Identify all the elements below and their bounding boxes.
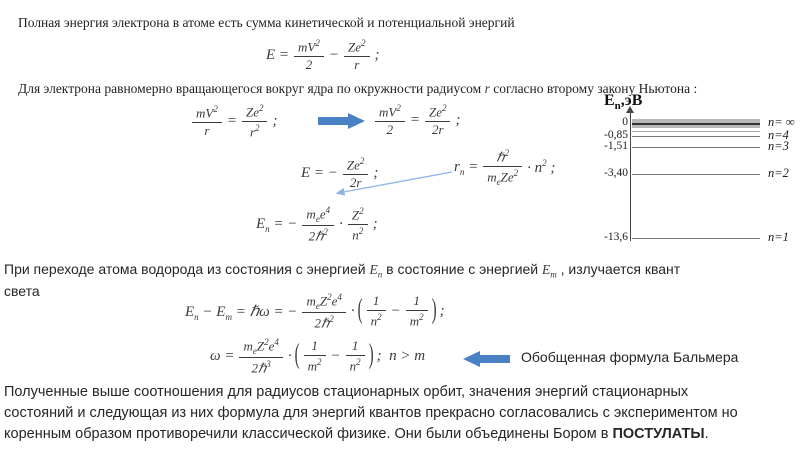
math-text: = [409, 112, 420, 129]
energy-level-line [632, 174, 760, 175]
math-text: · [339, 216, 343, 233]
energy-level-line [632, 131, 760, 132]
fraction: $\frac{1}{m^2}$ [304, 339, 326, 374]
conclusion-line-2: состояний и следующая из них формула для энергий квантов прекрасно согласовались с экспериментом но [4, 405, 738, 421]
energy-value-label: -3,40 [604, 167, 628, 179]
conclusion-line-3-post: . [704, 426, 709, 442]
fraction: $\frac{1}{n^2}$ [346, 339, 365, 374]
quantum-number-label: n=2 [768, 166, 789, 180]
fraction: $\frac{m_eZ^2e^4}{2\hbar^3}$ [239, 337, 282, 377]
fraction: $\frac{mV^2}{2}$ [375, 103, 405, 138]
formula-total-energy [264, 38, 382, 73]
math-text: ; n > m [376, 348, 426, 365]
formula-kinetic-energy [372, 103, 462, 138]
math-text: · [350, 303, 355, 320]
postulates-emphasis: ПОСТУЛАТЫ [612, 426, 705, 442]
arrow-right-icon [318, 112, 366, 130]
math-text: E = [266, 47, 290, 64]
conclusion-paragraph [4, 382, 738, 445]
fraction: $\frac{1}{n^2}$ [367, 294, 386, 329]
quantum-number-label: n=3 [768, 139, 789, 153]
energy-value-label: 0 [622, 116, 628, 128]
energy-diagram-levels [598, 92, 800, 252]
fraction: $\frac{Z^2}{n^2}$ [348, 206, 368, 244]
fraction: $\frac{Ze^2}{r}$ [344, 38, 370, 73]
quantum-number-label: n= ∞ [768, 115, 795, 129]
math-text: E = − [301, 165, 338, 182]
energy-value-label: -0,85 [604, 129, 628, 141]
fraction: $\frac{Ze^2}{2r}$ [343, 156, 369, 191]
formula-generalized-balmer [208, 337, 427, 377]
parenthesis: ) [431, 295, 437, 327]
transition-line-1 [4, 261, 680, 283]
energy-level-line [632, 147, 760, 148]
math-text: $E_n - E_m$ = ℏω = − [185, 303, 298, 322]
math-text: ; [272, 113, 278, 130]
intro-line-newton [18, 81, 697, 97]
math-text: − [390, 303, 401, 320]
fraction: $\frac{Ze^2}{r^2}$ [242, 103, 268, 141]
quantum-number-label: n=1 [768, 230, 789, 244]
fraction: $\frac{Ze^2}{2r}$ [425, 103, 451, 138]
conclusion-line-1: Полученные выше соотношения для радиусов стационарных орбит, значения энергий стационарных [4, 384, 689, 400]
math-text: $E_n$ = − [256, 215, 298, 234]
energy-level-line [632, 136, 760, 137]
math-text: = [226, 113, 237, 130]
formula-bohr-radius [452, 148, 557, 188]
radius-symbol: r [484, 81, 490, 96]
math-text: $r_n$ = [454, 158, 479, 177]
connector-line [338, 172, 452, 193]
math-text: · $n^2$ ; [527, 158, 556, 177]
conclusion-line-3 [4, 424, 738, 445]
energy-m-symbol: $E_m$ [542, 262, 557, 280]
arrow-right-shape [318, 113, 365, 129]
intro-line-total-energy: Полная энергия электрона в атоме есть сумма кинетической и потенциальной энергий [18, 15, 515, 30]
conclusion-line-3-pre: коренным образом противоречили классической физике. Они были объединены Бором в [4, 426, 613, 442]
fraction: $\frac{m_eZ^2e^4}{2\hbar^2}$ [302, 292, 345, 332]
fraction: $\frac{1}{m^2}$ [406, 294, 428, 329]
arrow-left-icon [462, 350, 510, 368]
fraction: $\frac{\hbar^2}{m_eZe^2}$ [483, 148, 522, 188]
parenthesis: ( [357, 295, 363, 327]
quantum-number-label: n=4 [768, 128, 789, 142]
intro-line-newton-post: согласно второму закону Ньютона : [489, 81, 698, 96]
energy-n-symbol: $E_n$ [369, 262, 383, 280]
formula-energy-levels [254, 205, 380, 245]
energy-value-label: -1,51 [604, 140, 628, 152]
math-text: ; [374, 47, 380, 64]
math-text: ω = [210, 348, 235, 365]
math-text: − [328, 47, 340, 64]
arrow-left-shape [463, 351, 510, 367]
formula-newton-law [189, 103, 279, 141]
energy-value-label: -13,6 [604, 231, 628, 243]
math-text: · [287, 348, 292, 365]
connector-arrow-icon [330, 160, 460, 200]
math-text: ; [372, 216, 378, 233]
math-text: ; [439, 303, 445, 320]
math-text: − [330, 348, 341, 365]
parenthesis: ( [294, 340, 300, 372]
transition-mid: в состояние с энергией [382, 261, 543, 277]
formula-quantum-emission [183, 292, 447, 332]
energy-level-line [632, 123, 760, 125]
fraction: $\frac{mV^2}{r}$ [192, 104, 222, 139]
math-text: ; [373, 165, 379, 182]
diagram-title: $E_n,эВ$ [604, 92, 643, 113]
fraction: $\frac{mV^2}{2}$ [294, 38, 324, 73]
intro-line-newton-pre: Для электрона равномерно вращающегося вокруг ядра по окружности радиусом [18, 81, 485, 96]
parenthesis: ) [368, 340, 374, 372]
fraction: $\frac{m_ee^4}{2\hbar^2}$ [302, 205, 334, 245]
transition-line-2: света [4, 282, 40, 299]
energy-level-line [632, 238, 760, 239]
transition-post: , излучается квант [556, 261, 681, 277]
energy-level-diagram [598, 92, 800, 252]
transition-pre: При переходе атома водорода из состояния с энергией [4, 261, 370, 277]
balmer-label: Обобщенная формула Бальмера [521, 349, 739, 365]
math-text: ; [455, 112, 461, 129]
